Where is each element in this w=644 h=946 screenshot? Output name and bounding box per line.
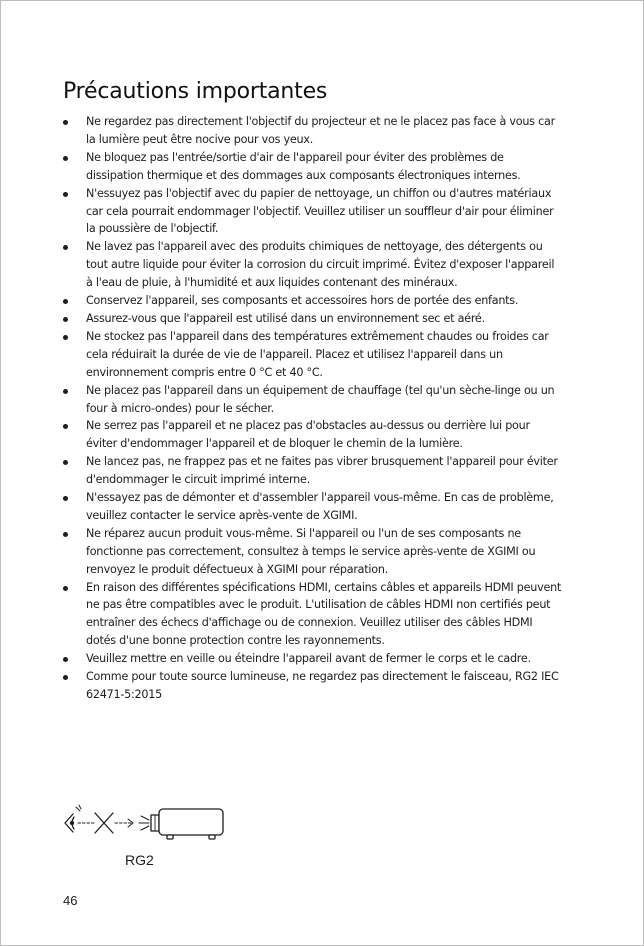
precaution-text: Veuillez mettre en veille ou éteindre l'appareil avant de fermer le corps et le cadre. — [86, 652, 531, 666]
precautions-list — [63, 113, 563, 704]
bullet-icon — [63, 299, 68, 304]
precaution-text: Ne serrez pas l'appareil et ne placez pas d'obstacles au-dessus ou derrière lui pour éviter d'endommager l'appareil et de bloquer le chemin de la lumière. — [86, 419, 530, 451]
page-title: Précautions importantes — [63, 79, 328, 104]
precaution-text: Assurez-vous que l'appareil est utilisé dans un environnement sec et aéré. — [86, 311, 485, 325]
bullet-icon — [63, 586, 68, 591]
bullet-icon — [63, 335, 68, 340]
bullet-icon — [63, 496, 68, 501]
bullet-icon — [63, 245, 68, 250]
precaution-text: N'essuyez pas l'objectif avec du papier de nettoyage, un chiffon ou d'autres matériaux car cela pourrait endommager l'objectif. Veuillez utiliser un souffleur d'air pour éliminer la poussière de l'objectif. — [86, 186, 554, 236]
bullet-icon — [63, 317, 68, 322]
projector-body-icon — [159, 809, 223, 835]
precaution-text: N'essayez pas de démonter et d'assembler l'appareil vous-même. En cas de problème, veuillez contacter le service après-vente de XGIMI. — [86, 491, 554, 522]
precaution-item — [63, 149, 563, 185]
bullet-icon — [63, 657, 68, 662]
no-eye-exposure-projector-icon — [63, 803, 227, 843]
bullet-icon — [63, 120, 68, 125]
precaution-text: Conservez l'appareil, ses composants et accessoires hors de portée des enfants. — [86, 294, 519, 308]
precaution-item — [63, 525, 563, 579]
bullet-icon — [63, 532, 68, 537]
precaution-text: Ne placez pas l'appareil dans un équipement de chauffage (tel qu'un sèche-linge ou un four à micro-ondes) pour le sécher. — [86, 383, 555, 415]
bullet-icon — [63, 675, 68, 680]
precaution-item — [63, 650, 563, 668]
precaution-item — [63, 328, 563, 382]
precaution-text: Ne lavez pas l'appareil avec des produits chimiques de nettoyage, des détergents ou tout autre liquide pour éviter la corrosion du circuit imprimé. Évitez d'exposer l'appareil à l'eau de pluie, à l'humidité et aux liquides contenant des minéraux. — [86, 240, 555, 290]
precaution-item — [63, 579, 563, 651]
precaution-item — [63, 292, 563, 310]
precaution-item — [63, 489, 563, 525]
precaution-item — [63, 185, 563, 239]
precaution-item — [63, 417, 563, 453]
bullet-icon — [63, 460, 68, 465]
precaution-text: Comme pour toute source lumineuse, ne regardez pas directement le faisceau, RG2 IEC 62471-5:2015 — [86, 670, 559, 701]
precaution-item — [63, 113, 563, 149]
precaution-item — [63, 453, 563, 489]
bullet-icon — [63, 389, 68, 394]
precaution-text: En raison des différentes spécifications HDMI, certains câbles et appareils HDMI peuvent ne pas être compatibles avec le produit. L'utilisation de câbles HDMI non certifiés peut entraîner des échecs d'affichage ou de connexion. Veuillez utiliser des câbles HDMI dotés d'une bonne protection contre les rayonnements. — [86, 580, 562, 648]
precaution-item — [63, 668, 563, 704]
precaution-item — [63, 310, 563, 328]
figure-label: RG2 — [125, 852, 154, 868]
precaution-text: Ne stockez pas l'appareil dans des températures extrêmement chaudes ou froides car cela réduirait la durée de vie de l'appareil. Placez et utilisez l'appareil dans un environnement compris entre 0 °C et 40 °C. — [86, 329, 549, 379]
precaution-text: Ne réparez aucun produit vous-même. Si l'appareil ou l'un de ses composants ne fonctionne pas correctement, consultez à temps le service après-vente de XGIMI ou renvoyez le produit défectueux à XGIMI pour réparation. — [86, 526, 536, 576]
precaution-item — [63, 238, 563, 292]
precaution-text: Ne lancez pas, ne frappez pas et ne faites pas vibrer brusquement l'appareil pour éviter d'endommager le circuit imprimé interne. — [86, 455, 558, 487]
precaution-text: Ne regardez pas directement l'objectif du projecteur et ne le placez pas face à vous car la lumière peut être nocive pour vos yeux. — [86, 115, 555, 146]
bullet-icon — [63, 192, 68, 197]
bullet-icon — [63, 156, 68, 161]
eye-pupil-icon — [70, 821, 74, 825]
bullet-icon — [63, 424, 68, 429]
precaution-text: Ne bloquez pas l'entrée/sortie d'air de l'appareil pour éviter des problèmes de dissipation thermique et des dommages aux composants électroniques internes. — [86, 150, 521, 182]
precaution-item — [63, 382, 563, 418]
page-number: 46 — [63, 893, 78, 908]
